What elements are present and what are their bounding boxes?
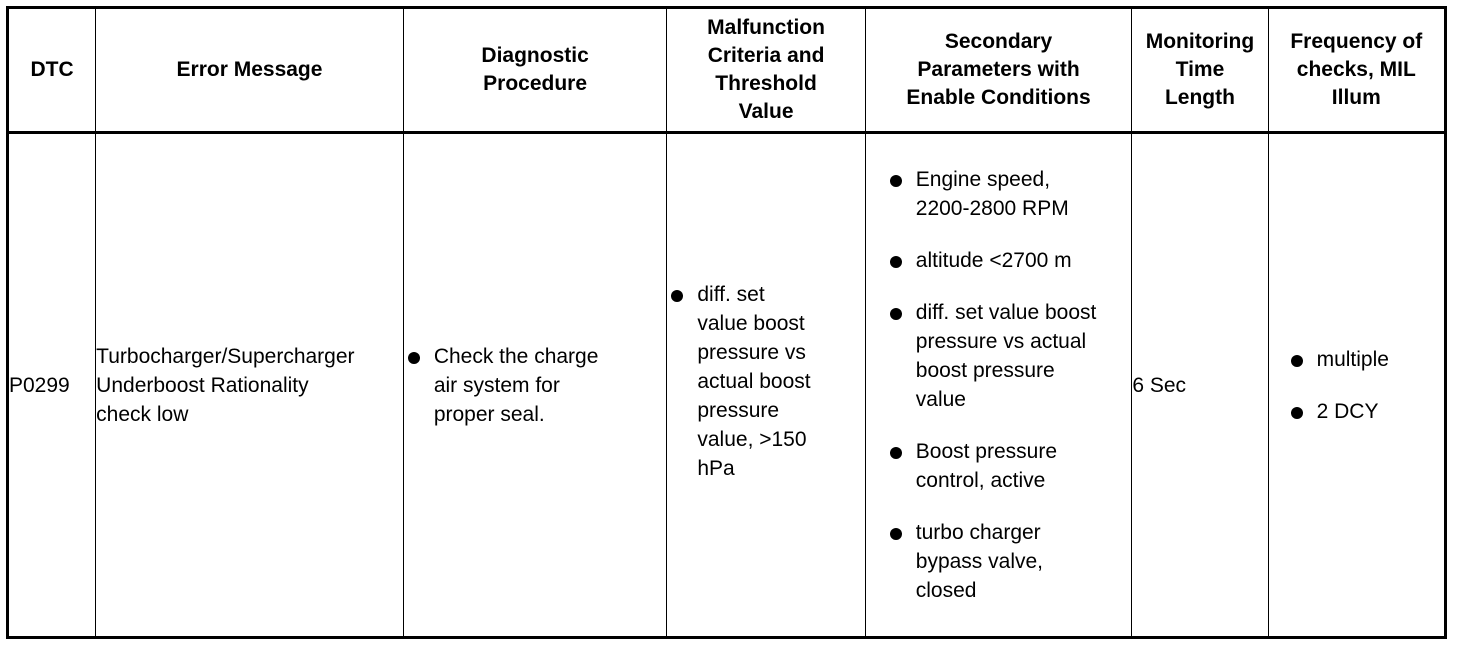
header-line: Illum xyxy=(1331,86,1381,109)
list-item xyxy=(1287,397,1444,426)
cell-secondary-parameters xyxy=(865,133,1132,638)
header-secondary-parameters xyxy=(865,8,1132,133)
header-dtc xyxy=(8,8,96,133)
header-line: Monitoring xyxy=(1145,30,1255,53)
header-line: Procedure xyxy=(483,72,588,95)
item-line: turbo charger xyxy=(915,521,1041,544)
item-line: pressure xyxy=(697,398,780,422)
bullet-icon xyxy=(890,447,902,459)
cell-dtc xyxy=(8,133,96,638)
header-malfunction-criteria xyxy=(667,8,865,133)
item-line: value, >150 xyxy=(697,427,807,451)
table-row xyxy=(8,133,1446,638)
item-line: actual boost xyxy=(697,369,811,393)
bullet-icon xyxy=(1291,407,1303,419)
item-line: proper seal. xyxy=(433,402,545,426)
item-line: bypass valve, xyxy=(915,550,1043,573)
header-error-message xyxy=(96,8,404,133)
header-row xyxy=(8,8,1446,133)
error-line: Turbocharger/Supercharger xyxy=(96,344,355,368)
item-line: Boost pressure xyxy=(915,440,1058,463)
bullet-icon xyxy=(671,290,683,302)
bullet-icon xyxy=(408,352,420,364)
bullet-icon xyxy=(1291,355,1303,367)
item-line: boost pressure xyxy=(915,359,1055,382)
item-line: Engine speed, xyxy=(915,168,1051,191)
diagnostic-list xyxy=(404,342,667,429)
bullet-icon xyxy=(890,308,902,320)
item-line: value xyxy=(915,388,966,411)
header-line: checks, MIL xyxy=(1296,58,1416,81)
cell-monitoring-time xyxy=(1132,133,1268,638)
bullet-icon xyxy=(890,256,902,268)
header-diagnostic-procedure xyxy=(403,8,667,133)
item-line: air system for xyxy=(433,373,560,397)
header-line: Threshold xyxy=(715,72,817,95)
header-line: Malfunction xyxy=(707,16,825,39)
list-item xyxy=(886,298,1130,414)
error-line: Underboost Rationality xyxy=(96,373,309,397)
cell-frequency xyxy=(1268,133,1445,638)
item-line: altitude <2700 m xyxy=(915,249,1072,272)
malfunction-list xyxy=(667,280,864,483)
list-item xyxy=(886,518,1130,605)
cell-malfunction-criteria xyxy=(667,133,865,638)
cell-error-message xyxy=(96,133,404,638)
dtc-table xyxy=(6,6,1447,639)
error-line: check low xyxy=(96,402,189,426)
item-line: pressure vs xyxy=(697,340,806,364)
list-item xyxy=(886,246,1130,275)
header-line: Parameters with xyxy=(917,58,1080,81)
header-line: Criteria and xyxy=(707,44,825,67)
item-line: Check the charge xyxy=(433,344,599,368)
bullet-icon xyxy=(890,528,902,540)
list-item xyxy=(886,165,1130,223)
item-line: value boost xyxy=(697,311,805,335)
dtc-code: P0299 xyxy=(9,373,70,397)
item-line: diff. set value boost xyxy=(915,301,1097,324)
secondary-list xyxy=(886,165,1130,605)
list-item xyxy=(667,280,864,483)
header-line: Length xyxy=(1164,86,1235,109)
list-item xyxy=(886,437,1130,495)
frequency-list xyxy=(1287,345,1444,426)
bullet-icon xyxy=(890,175,902,187)
header-line: Secondary xyxy=(944,30,1053,53)
item-line: control, active xyxy=(915,469,1046,492)
monitoring-time-value: 6 Sec xyxy=(1132,373,1187,397)
header-error-message-text: Error Message xyxy=(176,58,323,81)
item-line: hPa xyxy=(697,456,735,480)
list-item xyxy=(1287,345,1444,374)
item-line: closed xyxy=(915,579,977,602)
header-frequency xyxy=(1268,8,1445,133)
header-line: Frequency of xyxy=(1290,30,1423,53)
list-item xyxy=(404,342,667,429)
header-line: Enable Conditions xyxy=(906,86,1091,109)
header-line: Time xyxy=(1175,58,1225,81)
header-dtc-text: DTC xyxy=(30,58,74,81)
item-line: 2 DCY xyxy=(1316,399,1379,423)
item-line: 2200-2800 RPM xyxy=(915,197,1069,220)
item-line: diff. set xyxy=(697,282,765,306)
header-monitoring-time xyxy=(1132,8,1268,133)
header-line: Diagnostic xyxy=(481,44,589,67)
header-line: Value xyxy=(738,100,794,123)
item-line: pressure vs actual xyxy=(915,330,1087,353)
item-line: multiple xyxy=(1316,347,1389,371)
cell-diagnostic-procedure xyxy=(403,133,667,638)
